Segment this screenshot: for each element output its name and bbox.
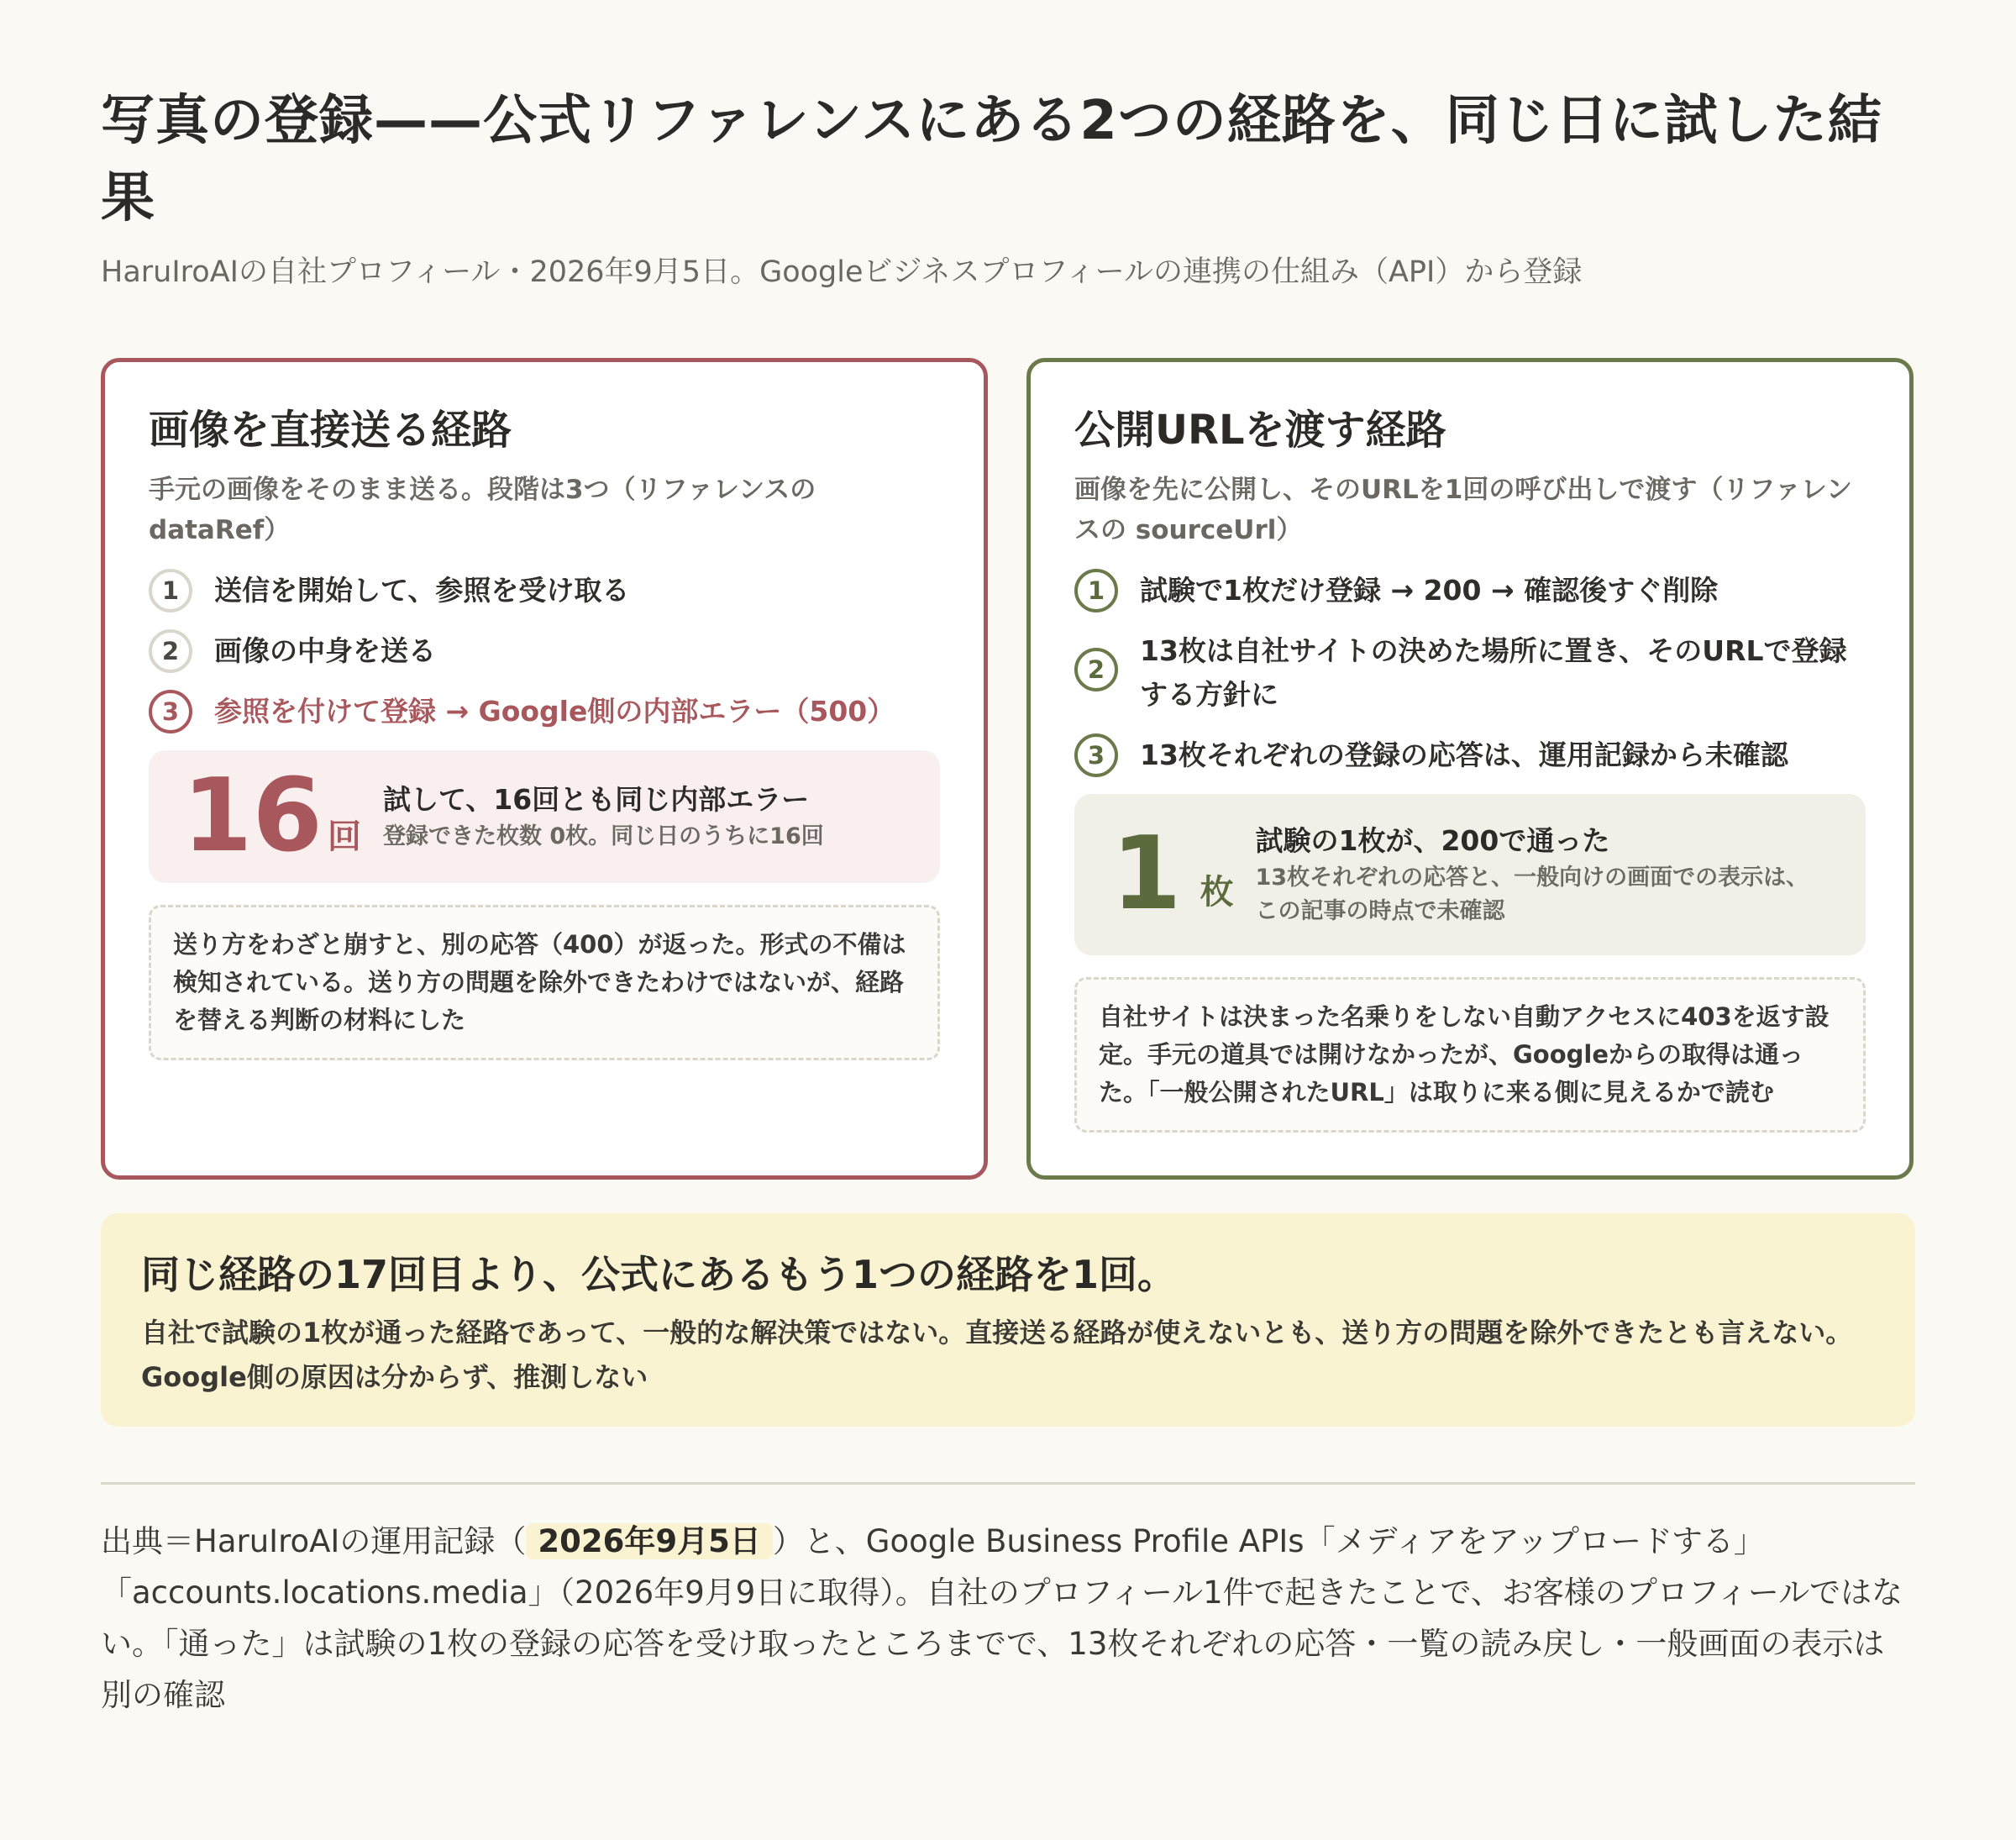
step-number-badge: 3 <box>1074 733 1118 777</box>
stat-detail-text: 登録できた枚数 0枚。同じ日のうちに16回 <box>383 823 824 849</box>
step-text: 画像の中身を送る <box>214 634 436 667</box>
step-number-badge: 1 <box>1074 569 1118 612</box>
card-subtitle: 手元の画像をそのまま送る。段階は3つ（リファレンスの dataRef） <box>149 475 816 545</box>
step-number-badge: 2 <box>149 629 192 673</box>
step-text: 送信を開始して、参照を受け取る <box>214 574 630 607</box>
step-item-error <box>149 690 940 733</box>
step-text: 試験で1枚だけ登録 → 200 → 確認後すぐ削除 <box>1140 574 1719 607</box>
stat-main-text: 試して、16回とも同じ内部エラー <box>383 783 810 816</box>
card-title: 画像を直接送る経路 <box>149 407 512 454</box>
source-date-highlight: 2026年9月5日 <box>526 1523 772 1559</box>
page-title: 写真の登録——公式リファレンスにある2つの経路を、同じ日に試した結果 <box>101 90 1882 229</box>
step-text: 13枚は自社サイトの決めた場所に置き、そのURLで登録する方針に <box>1140 634 1847 711</box>
step-number-badge: 1 <box>149 569 192 612</box>
step-number-badge: 3 <box>149 690 192 733</box>
step-number-badge: 2 <box>1074 648 1118 691</box>
attempt-count-stat <box>149 750 940 883</box>
page-subtitle: HaruIroAIの自社プロフィール・2026年9月5日。Googleビジネスプロフィールの連携の仕組み（API）から登録 <box>101 255 1583 289</box>
source-note <box>101 1516 1915 1721</box>
card-note: 自社サイトは決まった名乗りをしない自動アクセスに403を返す設定。手元の道具では開けなかったが、Googleからの取得は通った。「一般公開されたURL」は取りに来る側に見えるかで読む <box>1074 977 1866 1133</box>
card-title: 公開URLを渡す経路 <box>1074 407 1446 454</box>
conclusion-banner <box>101 1213 1915 1427</box>
step-item <box>149 569 940 612</box>
direct-upload-card <box>101 358 988 1180</box>
stat-main-text: 試験の1枚が、200で通った <box>1255 824 1610 857</box>
source-prefix: 出典＝HaruIroAIの運用記録（ <box>101 1523 527 1559</box>
step-text: 参照を付けて登録 → Google側の内部エラー（500） <box>214 695 895 728</box>
step-item <box>1074 629 1866 717</box>
card-subtitle: 画像を先に公開し、そのURLを1回の呼び出しで渡す（リファレンスの sourceUrl） <box>1074 475 1852 545</box>
step-list <box>1074 569 1866 777</box>
stat-value: 1 <box>1111 816 1182 933</box>
step-item <box>1074 733 1866 777</box>
card-note: 送り方をわざと崩すと、別の応答（400）が返った。形式の不備は検知されている。送り方の問題を除外できたわけではないが、経路を替える判断の材料にした <box>149 905 940 1060</box>
source-suffix: ）と、Google Business Profile APIs「メディアをアップロードする」「accounts.locations.media」（2026年9月9日に取得）。自社のプロフィール1件で起きたことで、お客様のプロフィールではない。「通った」は試験の1枚の登録の応答を受け取ったところまでで、13枚それぞれの応答・一覧の読み戻し・一般画面の表示は別の確認 <box>101 1523 1903 1713</box>
public-url-card <box>1026 358 1914 1180</box>
stat-unit: 枚 <box>1200 873 1234 912</box>
stat-detail-text: 13枚それぞれの応答と、一般向けの画面での表示は、この記事の時点で未確認 <box>1255 865 1809 924</box>
stat-value: 16 <box>182 758 323 875</box>
stat-body <box>1256 821 1830 928</box>
banner-body: 自社で試験の1枚が通った経路であって、一般的な解決策ではない。直接送る経路が使えないとも、送り方の問題を除外できたとも言えない。Google側の原因は分からず、推測しない <box>141 1317 1853 1393</box>
step-text: 13枚それぞれの登録の応答は、運用記録から未確認 <box>1140 739 1788 771</box>
stat-unit: 回 <box>328 817 361 856</box>
step-item <box>149 629 940 673</box>
step-item <box>1074 569 1866 612</box>
step-list <box>149 569 940 733</box>
divider <box>101 1482 1915 1485</box>
success-count-stat <box>1074 794 1866 955</box>
banner-title: 同じ経路の17回目より、公式にあるもう1つの経路を1回。 <box>141 1252 1177 1297</box>
stat-body <box>383 780 824 854</box>
